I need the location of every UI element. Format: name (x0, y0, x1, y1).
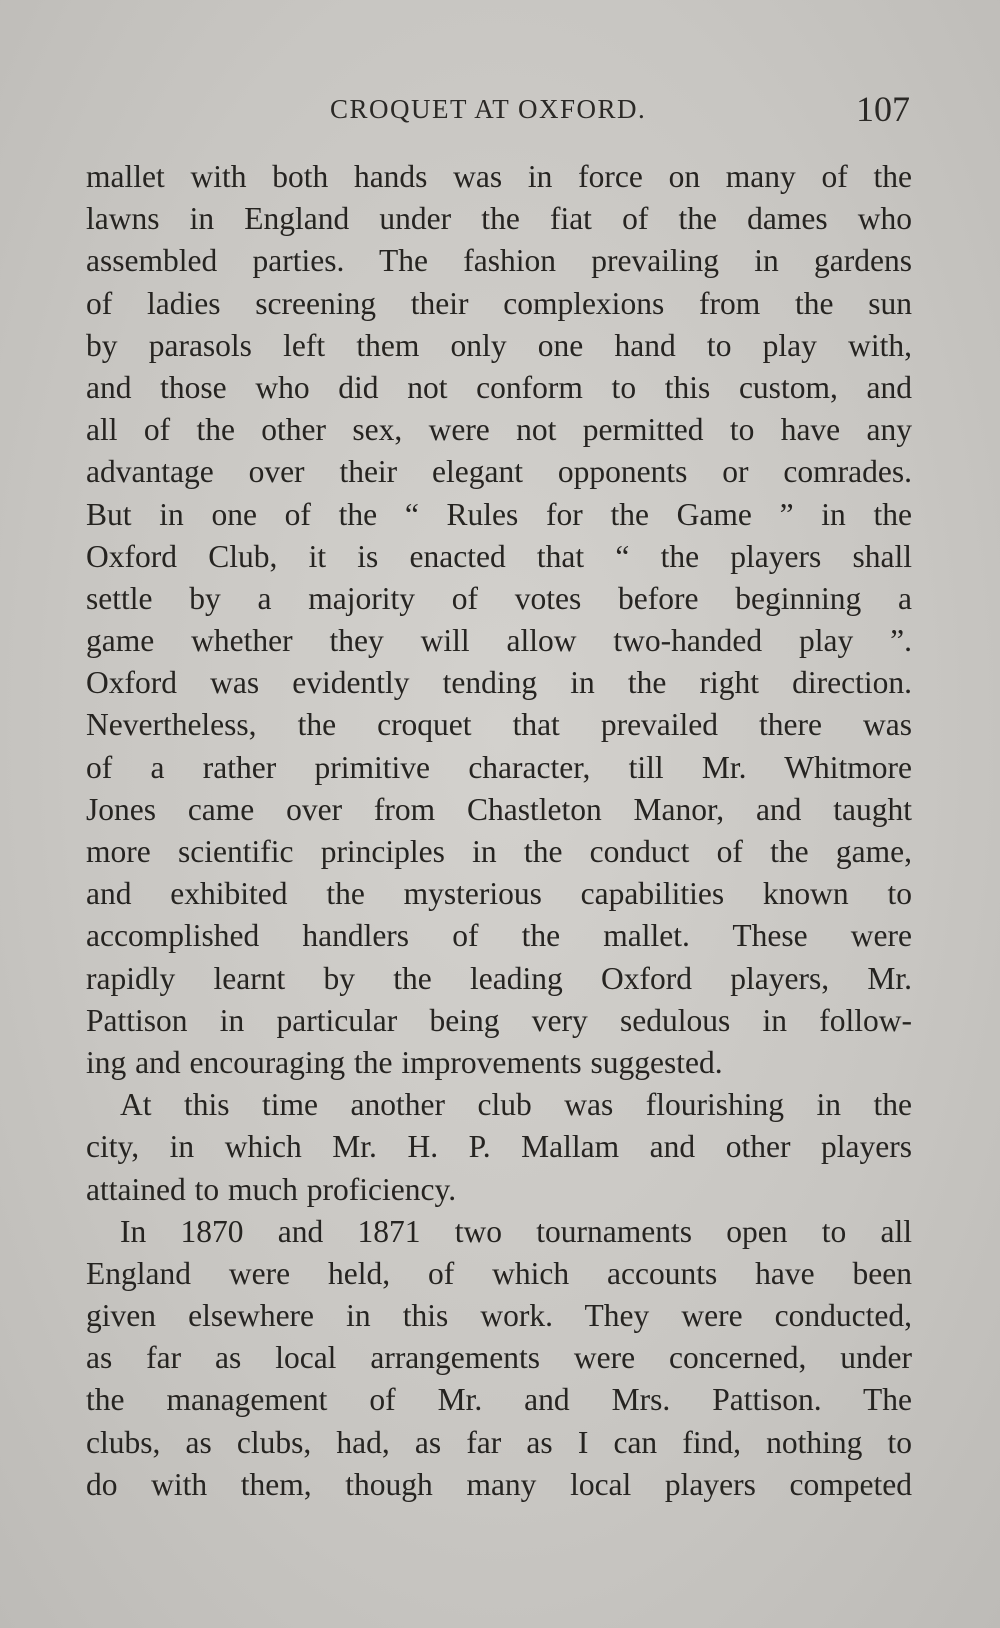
running-head (88, 89, 910, 134)
text-line: by parasols left them only one hand to play with, (86, 327, 912, 363)
text-line: clubs, as clubs, had, as far as I can find, nothing to (86, 1424, 912, 1460)
text-line: all of the other sex, were not permitted to have any (86, 412, 912, 448)
text-line: attained to much proficiency. (86, 1171, 457, 1207)
text-line: game whether they will allow two-handed play ”. (86, 623, 912, 659)
text-line: Jones came over from Chastleton Manor, and taught (86, 791, 912, 827)
text-line: settle by a majority of votes before beginning a (86, 580, 912, 616)
text-line: Oxford Club, it is enacted that “ the players shall (86, 538, 912, 574)
text-line: of ladies screening their complexions from the sun (86, 285, 912, 321)
text-line: advantage over their elegant opponents or comrades. (86, 454, 912, 490)
text-line: and those who did not conform to this custom, and (86, 369, 912, 405)
text-line: do with them, though many local players competed (86, 1466, 912, 1502)
text-line: the management of Mr. and Mrs. Pattison. The (86, 1382, 912, 1418)
page-number: 107 (856, 89, 910, 129)
text-line: Oxford was evidently tending in the right direction. (86, 665, 912, 701)
text-line: given elsewhere in this work. They were conducted, (86, 1298, 912, 1334)
text-line: rapidly learnt by the leading Oxford players, Mr. (86, 960, 912, 996)
text-line: At this time another club was flourishing in the (120, 1087, 912, 1123)
text-line: England were held, of which accounts have been (86, 1255, 912, 1291)
text-line: and exhibited the mysterious capabilities known to (86, 876, 912, 912)
text-line: assembled parties. The fashion prevailing in gardens (86, 243, 912, 279)
text-line: lawns in England under the fiat of the dames who (86, 201, 912, 237)
text-line: Pattison in particular being very sedulous in follow- (86, 1002, 912, 1038)
text-line: But in one of the “ Rules for the Game ” in the (86, 496, 912, 532)
text-line: ing and encouraging the improvements suggested. (86, 1044, 723, 1080)
body-text (86, 156, 912, 1506)
text-line: Nevertheless, the croquet that prevailed there was (86, 707, 912, 743)
running-head-title: CROQUET AT OXFORD. (330, 94, 647, 124)
text-line: accomplished handlers of the mallet. These were (86, 918, 912, 954)
text-line: mallet with both hands was in force on many of the (86, 159, 912, 194)
text-line: In 1870 and 1871 two tournaments open to all (120, 1213, 912, 1249)
text-line: more scientific principles in the conduct of the game, (86, 834, 912, 869)
text-line: of a rather primitive character, till Mr. Whitmore (86, 749, 912, 785)
text-line: as far as local arrangements were concerned, under (86, 1340, 912, 1376)
text-line: city, in which Mr. H. P. Mallam and other players (86, 1129, 912, 1165)
